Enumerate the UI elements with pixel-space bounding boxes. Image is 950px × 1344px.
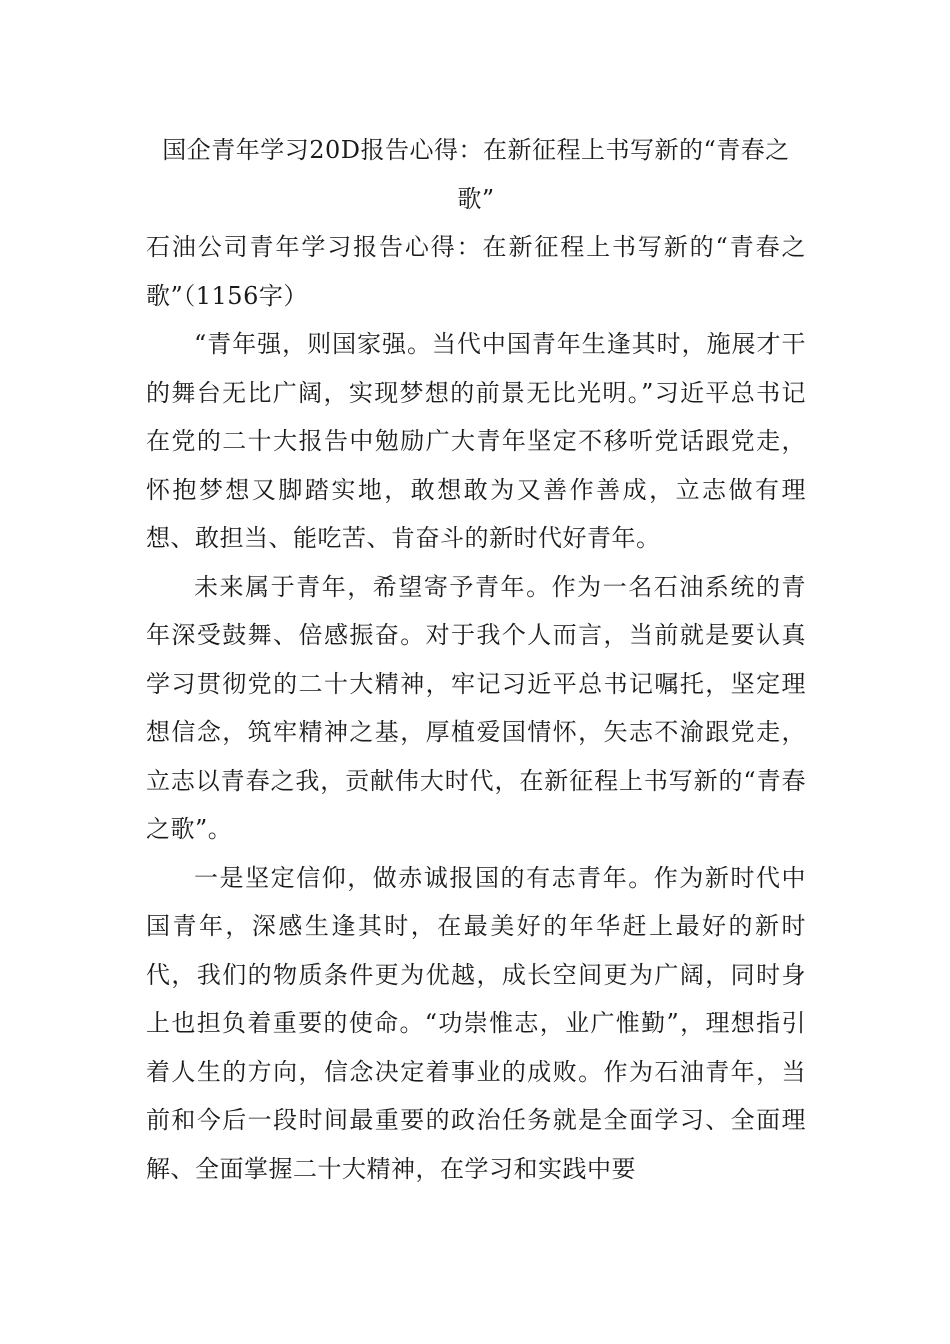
paragraph: 未来属于青年，希望寄予青年。作为一名石油系统的青年深受鼓舞、倍感振奋。对于我个人而言，当前就是要认真学习贯彻党的二十大精神，牢记习近平总书记嘱托，坚定理想信念，筑牢精神之基，厚植爱国情怀，矢志不渝跟党走，立志以青春之我，贡献伟大时代，在新征程上书写新的“青春之歌”。 xyxy=(146,572,806,843)
paragraph: 一是坚定信仰，做赤诚报国的有志青年。作为新时代中国青年，深感生逢其时，在最美好的年华赶上最好的新时代，我们的物质条件更为优越，成长空间更为广阔，同时身上也担负着重要的使命。“功崇惟志，业广惟勤”，理想指引着人生的方向，信念决定着事业的成败。作为石油青年，当前和今后一段时间最重要的政治任务就是全面学习、全面理解、全面掌握二十大精神，在学习和实践中要 xyxy=(146,863,806,1183)
document-subtitle: 石油公司青年学习报告心得：在新征程上书写新的“青春之歌”（1156字） xyxy=(146,233,806,310)
document-title: 国企青年学习20D报告心得：在新征程上书写新的“青春之歌” xyxy=(162,136,790,213)
paragraph: “青年强，则国家强。当代中国青年生逢其时，施展才干的舞台无比广阔，实现梦想的前景无比光明。”习近平总书记在党的二十大报告中勉励广大青年坚定不移听党话跟党走，怀抱梦想又脚踏实地，敢想敢为又善作善成，立志做有理想、敢担当、能吃苦、肯奋斗的新时代好青年。 xyxy=(146,330,806,552)
document-body xyxy=(146,126,806,1193)
